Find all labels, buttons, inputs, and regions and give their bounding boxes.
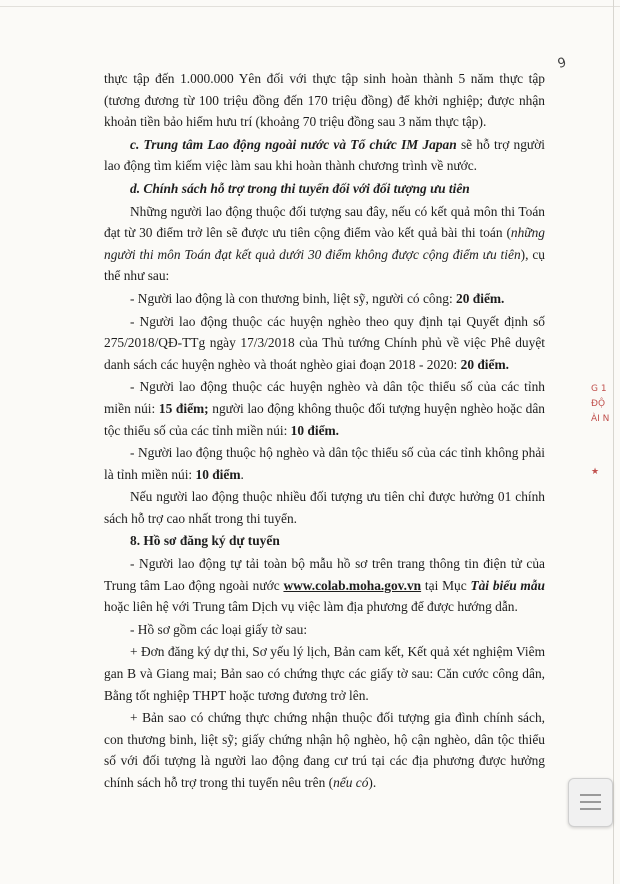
stamp-text-2: ĐỘ [591, 399, 606, 409]
priority-poor-districts-text: - Người lao động thuộc các huyện nghèo theo quy định tại Quyết định số 275/2018/QĐ-TTg ngày 17/3/2018 của Thủ tướng Chính phủ về việc Phê duyệt danh sách các huyện nghèo và thoát nghèo giai đoạn 2018 - 2020: [104, 313, 545, 372]
priority-intro-italic: những người thi môn Toán đạt kết quả dưới 30 điểm không được cộng điểm ưu tiên [104, 225, 545, 262]
certified-copies-italic: nếu có [333, 775, 369, 790]
section-c-text: sẽ hỗ trợ người lao động tìm kiếm việc làm sau khi hoàn thành chương trình về nước. [104, 136, 545, 174]
priority-martyrs-points: 20 điểm. [456, 290, 505, 306]
paragraph-internship-benefits: thực tập đến 1.000.000 Yên đối với thực tập sinh hoàn thành 5 năm thực tập (tương đương từ 100 triệu đồng đến 170 triệu đồng) để khởi nghiệp; được nhận khoản tiền bảo hiểm hưu trí (khoảng 70 triệu đồng sau 3 năm thực tập). [104, 71, 545, 130]
priority-mountain-text: - Người lao động thuộc các huyện nghèo và dân tộc thiểu số của các tỉnh miền núi: [104, 379, 545, 416]
paragraph-certified-copies [104, 707, 545, 793]
download-forms-text-3: hoặc liên hệ với Trung tâm Dịch vụ việc làm địa phương để được hướng dẫn. [104, 599, 518, 615]
page-right-edge [613, 0, 614, 884]
page-top-edge [0, 6, 620, 7]
paragraph-job-support [104, 134, 545, 177]
priority-mountain-points-2: 10 điểm. [290, 422, 340, 438]
section-c-title: c. Trung tâm Lao động ngoài nước và Tổ chức IM Japan [130, 136, 457, 152]
handwritten-page-number: 9 [556, 55, 569, 72]
paragraph-single-policy: Nếu người lao động thuộc nhiều đối tượng ưu tiên chỉ được hưởng 01 chính sách hỗ trợ cao nhất trong thi tuyển. [104, 489, 545, 526]
paragraph-download-forms [104, 553, 545, 618]
paragraph-documents-list: - Hồ sơ gồm các loại giấy tờ sau: [130, 621, 308, 637]
priority-households-text: - Người lao động thuộc hộ nghèo và dân tộc thiểu số của các tỉnh không phải là tỉnh miền núi: [104, 445, 545, 482]
paragraph-application-forms: + Đơn đăng ký dự thi, Sơ yếu lý lịch, Bản cam kết, Kết quả xét nghiệm Viêm gan B và Giang mai; Bản sao có chứng thực các giấy tờ sau: Căn cước công dân, Bằng tốt nghiệp THPT hoặc tương đương trở lên. [104, 644, 545, 703]
section-d-heading: d. Chính sách hỗ trợ trong thi tuyển đối với đối tượng ưu tiên [130, 180, 470, 196]
section-8-heading: 8. Hồ sơ đăng ký dự tuyển [130, 533, 280, 549]
stamp-text-3: ÀI N [591, 414, 610, 424]
paragraph-priority-poor-households [104, 442, 545, 485]
priority-poor-districts-points: 20 điểm. [460, 356, 509, 372]
paragraph-priority-intro [104, 201, 545, 287]
forms-section-name: Tài biểu mẫu [470, 577, 545, 593]
priority-mountain-points: 15 điểm; [158, 400, 209, 416]
stamp-star-icon: ★ [591, 467, 600, 477]
download-forms-text-2: tại Mục [421, 577, 471, 593]
colab-website-link[interactable]: www.colab.moha.gov.vn [283, 577, 422, 593]
paragraph-priority-poor-districts [104, 311, 545, 376]
priority-intro-end: ), cụ thể như sau: [104, 246, 545, 284]
priority-households-points: 10 điểm [195, 466, 241, 482]
priority-households-end: . [240, 466, 244, 482]
viewer-menu-button[interactable] [568, 778, 613, 827]
stamp-text-1: G 1 [591, 384, 607, 394]
document-body [104, 68, 545, 795]
red-seal-stamp-fragment [591, 382, 613, 522]
priority-martyrs-text: - Người lao động là con thương binh, liệt sỹ, người có công: [130, 290, 457, 306]
paragraph-priority-mountain [104, 376, 545, 441]
paragraph-priority-martyrs [104, 288, 545, 310]
certified-copies-text: + Bản sao có chứng thực chứng nhận thuộc đối tượng gia đình chính sách, con thương binh, liệt sỹ; giấy chứng nhận hộ nghèo, hộ cận nghèo, dân tộc thiểu số với đối tượng là người lao động đang cư trú tại các địa phương được hưởng chính sách hỗ trợ trong thi tuyển nêu trên ( [104, 710, 545, 790]
download-forms-text: - Người lao động tự tải toàn bộ mẫu hồ sơ trên trang thông tin điện tử của Trung tâm Lao động ngoài nước [104, 556, 545, 593]
certified-copies-end: ). [368, 775, 377, 790]
priority-mountain-text-2: người lao động không thuộc đối tượng huyện nghèo hoặc dân tộc thiểu số của các tỉnh miền núi: [104, 400, 545, 438]
priority-intro-text: Những người lao động thuộc đối tượng sau đây, nếu có kết quả môn thi Toán đạt từ 30 điểm trở lên sẽ được ưu tiên cộng điểm vào kết quả bài thi toán ( [104, 203, 545, 241]
